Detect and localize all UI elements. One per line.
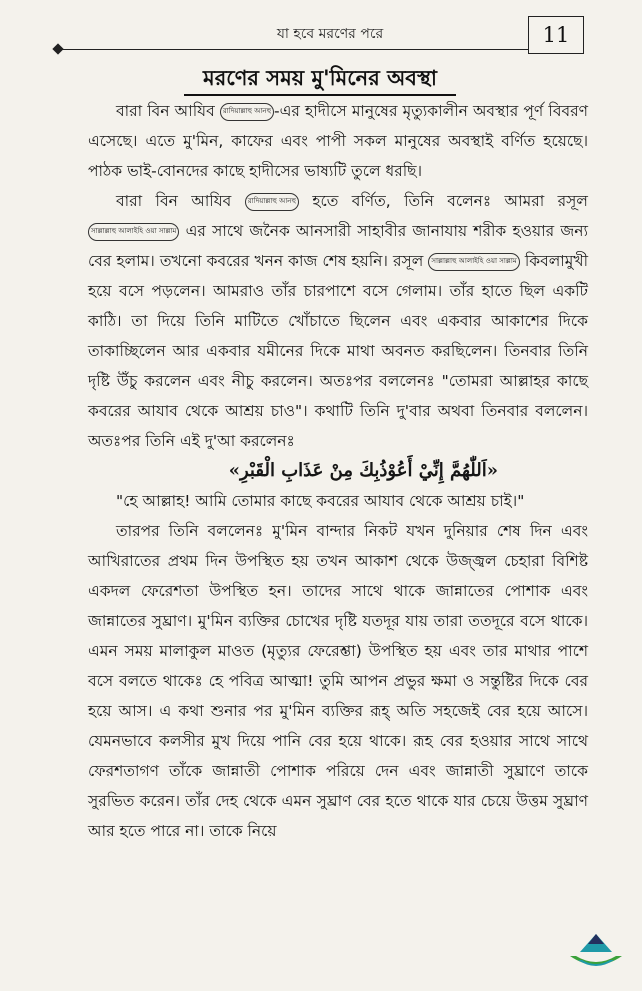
radiyallahu-anhu-seal-icon: রাদিয়াল্লাহু আনহু: [220, 103, 274, 121]
dua-translation: "হে আল্লাহ! আমি তোমার কাছে কবরের আযাব থেকে আশ্রয় চাই।": [116, 492, 525, 510]
paragraph-2-text-b: হতে বর্ণিত, তিনি বলেনঃ আমরা রসূল: [312, 192, 588, 210]
paragraph-2-text-c: এর সাথে জনৈক আনসারী সাহাবীর জানাযায় শরীক হওয়ার জন্য বের হলাম। তখনো কবরের খনন কাজ শেষ হয়নি। রসূল: [88, 222, 588, 270]
paragraph-2: [88, 186, 588, 456]
paragraph-1-text-b: -এর হাদীসে মানুষের মৃত্যুকালীন অবস্থার পূর্ণ বিবরণ এসেছে। এতে মু'মিন, কাফের এবং পাপী সকল মানুষের অবস্থাই বর্ণিত হয়েছে। পাঠক ভাই-বোনদের কাছে হাদীসের ভাষ্যটি তুলে ধরছি।: [88, 102, 588, 180]
page-number: 11: [528, 16, 584, 54]
sallallahu-alaihi-wa-sallam-seal-icon: সাল্লাল্লাহু আলাইহি ওয়া সাল্লাম: [88, 223, 179, 241]
paragraph-2-text-d: কিবলামুখী হয়ে বসে পড়লেন। আমরাও তাঁর চারপাশে বসে গেলাম। তাঁর হাতে ছিল একটি কাঠি। তা দিয়ে তিনি মাটিতে খোঁচাতে ছিলেন এবং একবার আকাশের দিকে তাকাচ্ছিলেন আর একবার যমীনের দিকে মাথা অবনত করছিলেন। তিনবার তিনি দৃষ্টি উঁচু করলেন এবং নীচু করলেন। অতঃপর বললেনঃ "তোমরা আল্লাহর কাছে কবরের আযাব থেকে আশ্রয় চাও"। কথাটি তিনি দু'বার অথবা তিনবার বললেন। অতঃপর তিনি এই দু'আ করলেনঃ: [88, 252, 588, 450]
paragraph-2-text-a: বারা বিন আযিব: [116, 192, 232, 210]
radiyallahu-anhu-seal-icon: রাদিয়াল্লাহু আনহু: [245, 193, 299, 211]
body-text: [88, 96, 588, 846]
paragraph-3: তারপর তিনি বললেনঃ মু'মিন বান্দার নিকট যখন দুনিয়ার শেষ দিন এবং আখিরাতের প্রথম দিন উপস্থিত হয় তখন আকাশ থেকে উজ্জ্বল চেহারা বিশিষ্ট একদল ফেরেশতা উপস্থিত হন। তাদের সাথে থাকে জান্নাতের পোশাক এবং জান্নাতের সুঘ্রাণ। মু'মিন ব্যক্তির চোখের দৃষ্টি যতদূর যায় তারা ততদূরে বসে থাকে। এমন সময় মালাকুল মাওত (মৃত্যুর ফেরেশ্তা) উপস্থিত হয় এবং তার মাথার পাশে বসে বলতে থাকেঃ হে পবিত্র আত্মা! তুমি আপন প্রভুর ক্ষমা ও সন্তুষ্টির দিকে বের হয়ে আস। এ কথা শুনার পর মু'মিন ব্যক্তির রূহ্ অতি সহজেই বের হয়ে আসে। যেমনভাবে কলসীর মুখ দিয়ে পানি বের হয়ে থাকে। রূহ বের হওয়ার সাথে সাথে ফেরশতাগণ তাঁকে জান্নাতী পোশাক পরিয়ে দেন এবং জান্নাতী সুঘ্রাণে তাকে সুরভিত করেন। তাঁর দেহ থেকে এমন সুঘ্রাণ বের হতে থাকে যার চেয়ে উত্তম সুঘ্রাণ আর হতে পারে না। তাকে নিয়ে: [88, 522, 588, 840]
publisher-logo-icon: [566, 930, 626, 976]
header-rule: [58, 49, 528, 50]
paragraph-1-text-a: বারা বিন আযিব: [116, 102, 215, 120]
sallallahu-alaihi-wa-sallam-seal-icon: সাল্লাল্লাহু আলাইহি ওয়া সাল্লাম: [428, 253, 519, 271]
running-header-title: যা হবে মরণের পরে: [276, 26, 384, 42]
paragraph-1: [88, 96, 588, 186]
section-heading: মরণের সময় মু'মিনের অবস্থা: [203, 66, 437, 90]
arabic-dua: «اَللّٰهُمَّ إِنِّيْ أَعُوْذُبِكَ مِنْ عَذَابِ الْقَبْرِ»: [228, 460, 498, 481]
